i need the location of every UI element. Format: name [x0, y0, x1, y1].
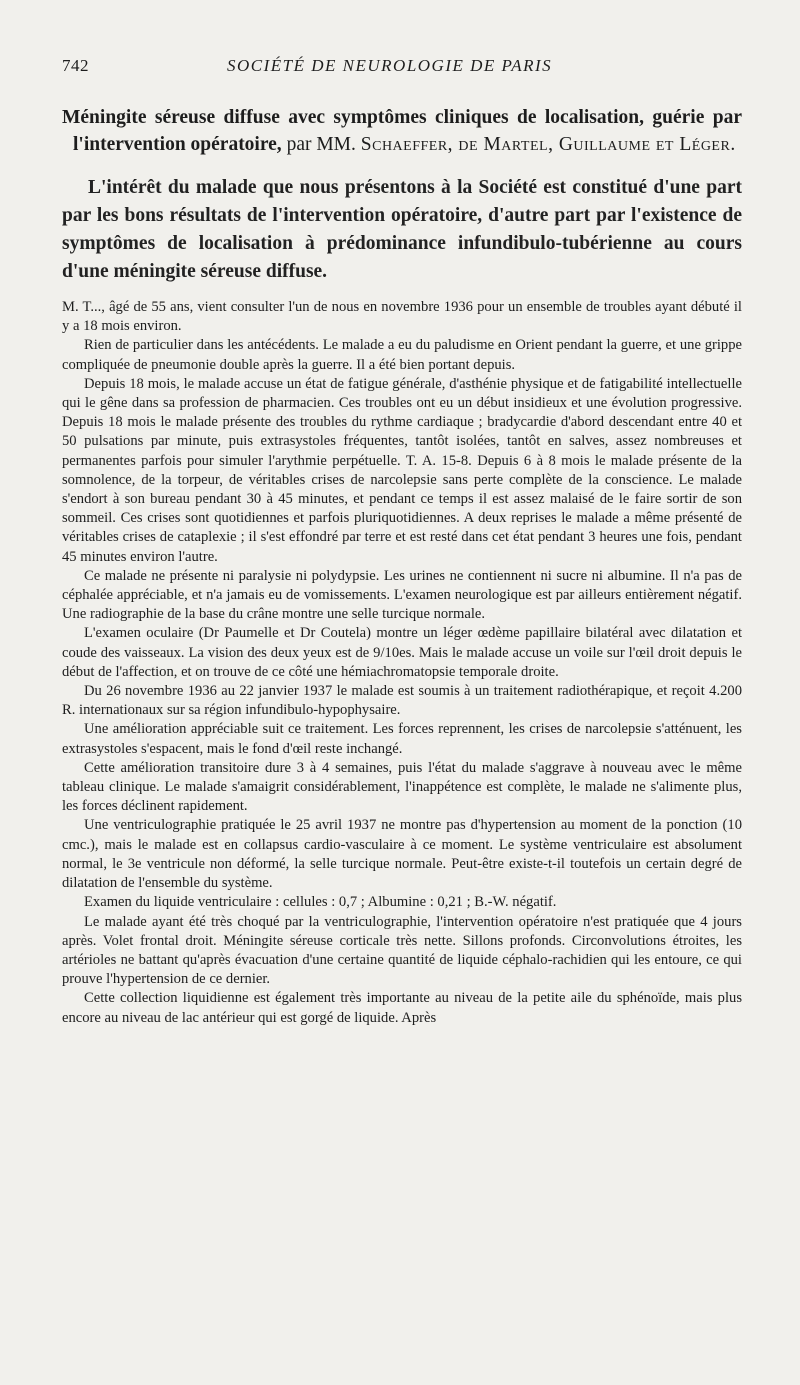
article-title — [62, 104, 742, 158]
document-page — [62, 52, 742, 1028]
paragraph: Cette collection liquidienne est également très importante au niveau de la petite aile du sphénoïde, mais plus encore au niveau de lac antérieur qui est gorgé de liquide. Après — [62, 990, 742, 1026]
paragraph: Examen du liquide ventriculaire : cellules : 0,7 ; Albumine : 0,21 ; B.-W. négatif. — [84, 894, 557, 911]
intro-paragraph: L'intérêt du malade que nous présentons à la Société est constitué d'une part par les bons résultats de l'intervention opératoire, d'autre part par l'existence de symptômes de localisation à prédominance infundibulo-tubérienne au cours d'une méningite séreuse diffuse. — [62, 177, 742, 282]
paragraph: Du 26 novembre 1936 au 22 janvier 1937 le malade est soumis à un traitement radiothérapique, et reçoit 4.200 R. internationaux sur sa région infundibulo-hypophysaire. — [62, 683, 742, 719]
page-header — [62, 52, 742, 86]
paragraph: Rien de particulier dans les antécédents. Le malade a eu du paludisme en Orient pendant la guerre, et une grippe compliquée de pneumonie double après la guerre. Il a été bien portant depuis. — [62, 337, 742, 373]
running-head: SOCIÉTÉ DE NEUROLOGIE DE PARIS — [227, 56, 553, 75]
paragraph: L'examen oculaire (Dr Paumelle et Dr Coutela) montre un léger œdème papillaire bilatéral avec dilatation et coude des vaisseaux. La vision des deux yeux est de 9/10es. Mais le malade accuse un voile sur l'œil droit depuis le début de l'affection, et on trouve de ce côté une hémiachromatopsie temporale droite. — [62, 625, 742, 680]
paragraph: Cette amélioration transitoire dure 3 à 4 semaines, puis l'état du malade s'aggrave à nouveau avec le même tableau clinique. Le malade s'amaigrit considérablement, l'inappétence est complète, le malade ne s'alimente plus, les forces déclinent rapidement. — [62, 759, 742, 815]
title-authors: Schaeffer, de Martel, Guillaume et Léger. — [360, 134, 736, 155]
paragraph: Une amélioration appréciable suit ce traitement. Les forces reprennent, les crises de narcolepsie s'atténuent, les extrasystoles s'espacent, mais le fond d'œil reste inchangé. — [62, 721, 742, 757]
page-number: 742 — [62, 56, 89, 75]
title-by: par MM. — [281, 134, 361, 155]
paragraph: Depuis 18 mois, le malade accuse un état de fatigue générale, d'asthénie physique et de fatigabilité intellectuelle qui le gêne dans sa profession de pharmacien. Ces troubles ont eu un début insidieux et une évolution progressive. Depuis 18 mois le malade présente des troubles du rythme cardiaque ; bradycardie d'abord descendant entre 40 et 50 pulsations par minute, puis extrasystoles fréquentes, tantôt isolées, tantôt en salves, assez nombreuses et permanentes parfois pour simuler l'arythmie perpétuelle. T. A. 15-8. Depuis 6 à 8 mois le malade présente de la somnolence, de la torpeur, de véritables crises de narcolepsie sans perte complète de la conscience. Le malade s'endort à son bureau pendant 30 à 45 minutes, et pendant ce temps il est assez malaisé de le faire sortir de son sommeil. Ces crises sont quotidiennes et parfois pluriquotidiennes. A deux reprises le malade a même présenté de véritables crises de cataplexie ; il s'est effondré par terre et est resté dans cet état pendant 3 heures une fois, pendant 45 minutes environ l'autre. — [62, 375, 742, 565]
paragraph: M. T..., âgé de 55 ans, vient consulter l'un de nous en novembre 1936 pour un ensemble de troubles ayant débuté il y a 18 mois environ. — [62, 299, 742, 335]
body-text — [62, 298, 742, 1028]
paragraph: Le malade ayant été très choqué par la ventriculographie, l'intervention opératoire n'est pratiquée que 4 jours après. Volet frontal droit. Méningite séreuse corticale très nette. Sillons profonds. Circonvolutions étroites, les artérioles ne battant qu'après évacuation d'une certaine quantité de liquide céphalo-rachidien qui les entoure, ce qui prouve l'hypertension de ce dernier. — [62, 913, 742, 988]
paragraph: Une ventriculographie pratiquée le 25 avril 1937 ne montre pas d'hypertension au moment de la ponction (10 cmc.), mais le malade est en collapsus cardio-vasculaire à ce moment. Le système ventriculaire est absolument normal, le 3e ventricule non déformé, la selle turcique normale. Peut-être existe-t-il toutefois un certain degré de dilatation de l'ensemble du système. — [62, 817, 742, 892]
paragraph: Ce malade ne présente ni paralysie ni polydypsie. Les urines ne contiennent ni sucre ni albumine. Il n'a pas de céphalée appréciable, et n'a jamais eu de vomissements. L'examen neurologique est par ailleurs entièrement négatif. Une radiographie de la base du crâne montre une selle turcique normale. — [62, 567, 742, 623]
title-text: Méningite séreuse diffuse avec symptômes cliniques de localisation, guérie par l'intervention opératoire, — [62, 107, 742, 155]
